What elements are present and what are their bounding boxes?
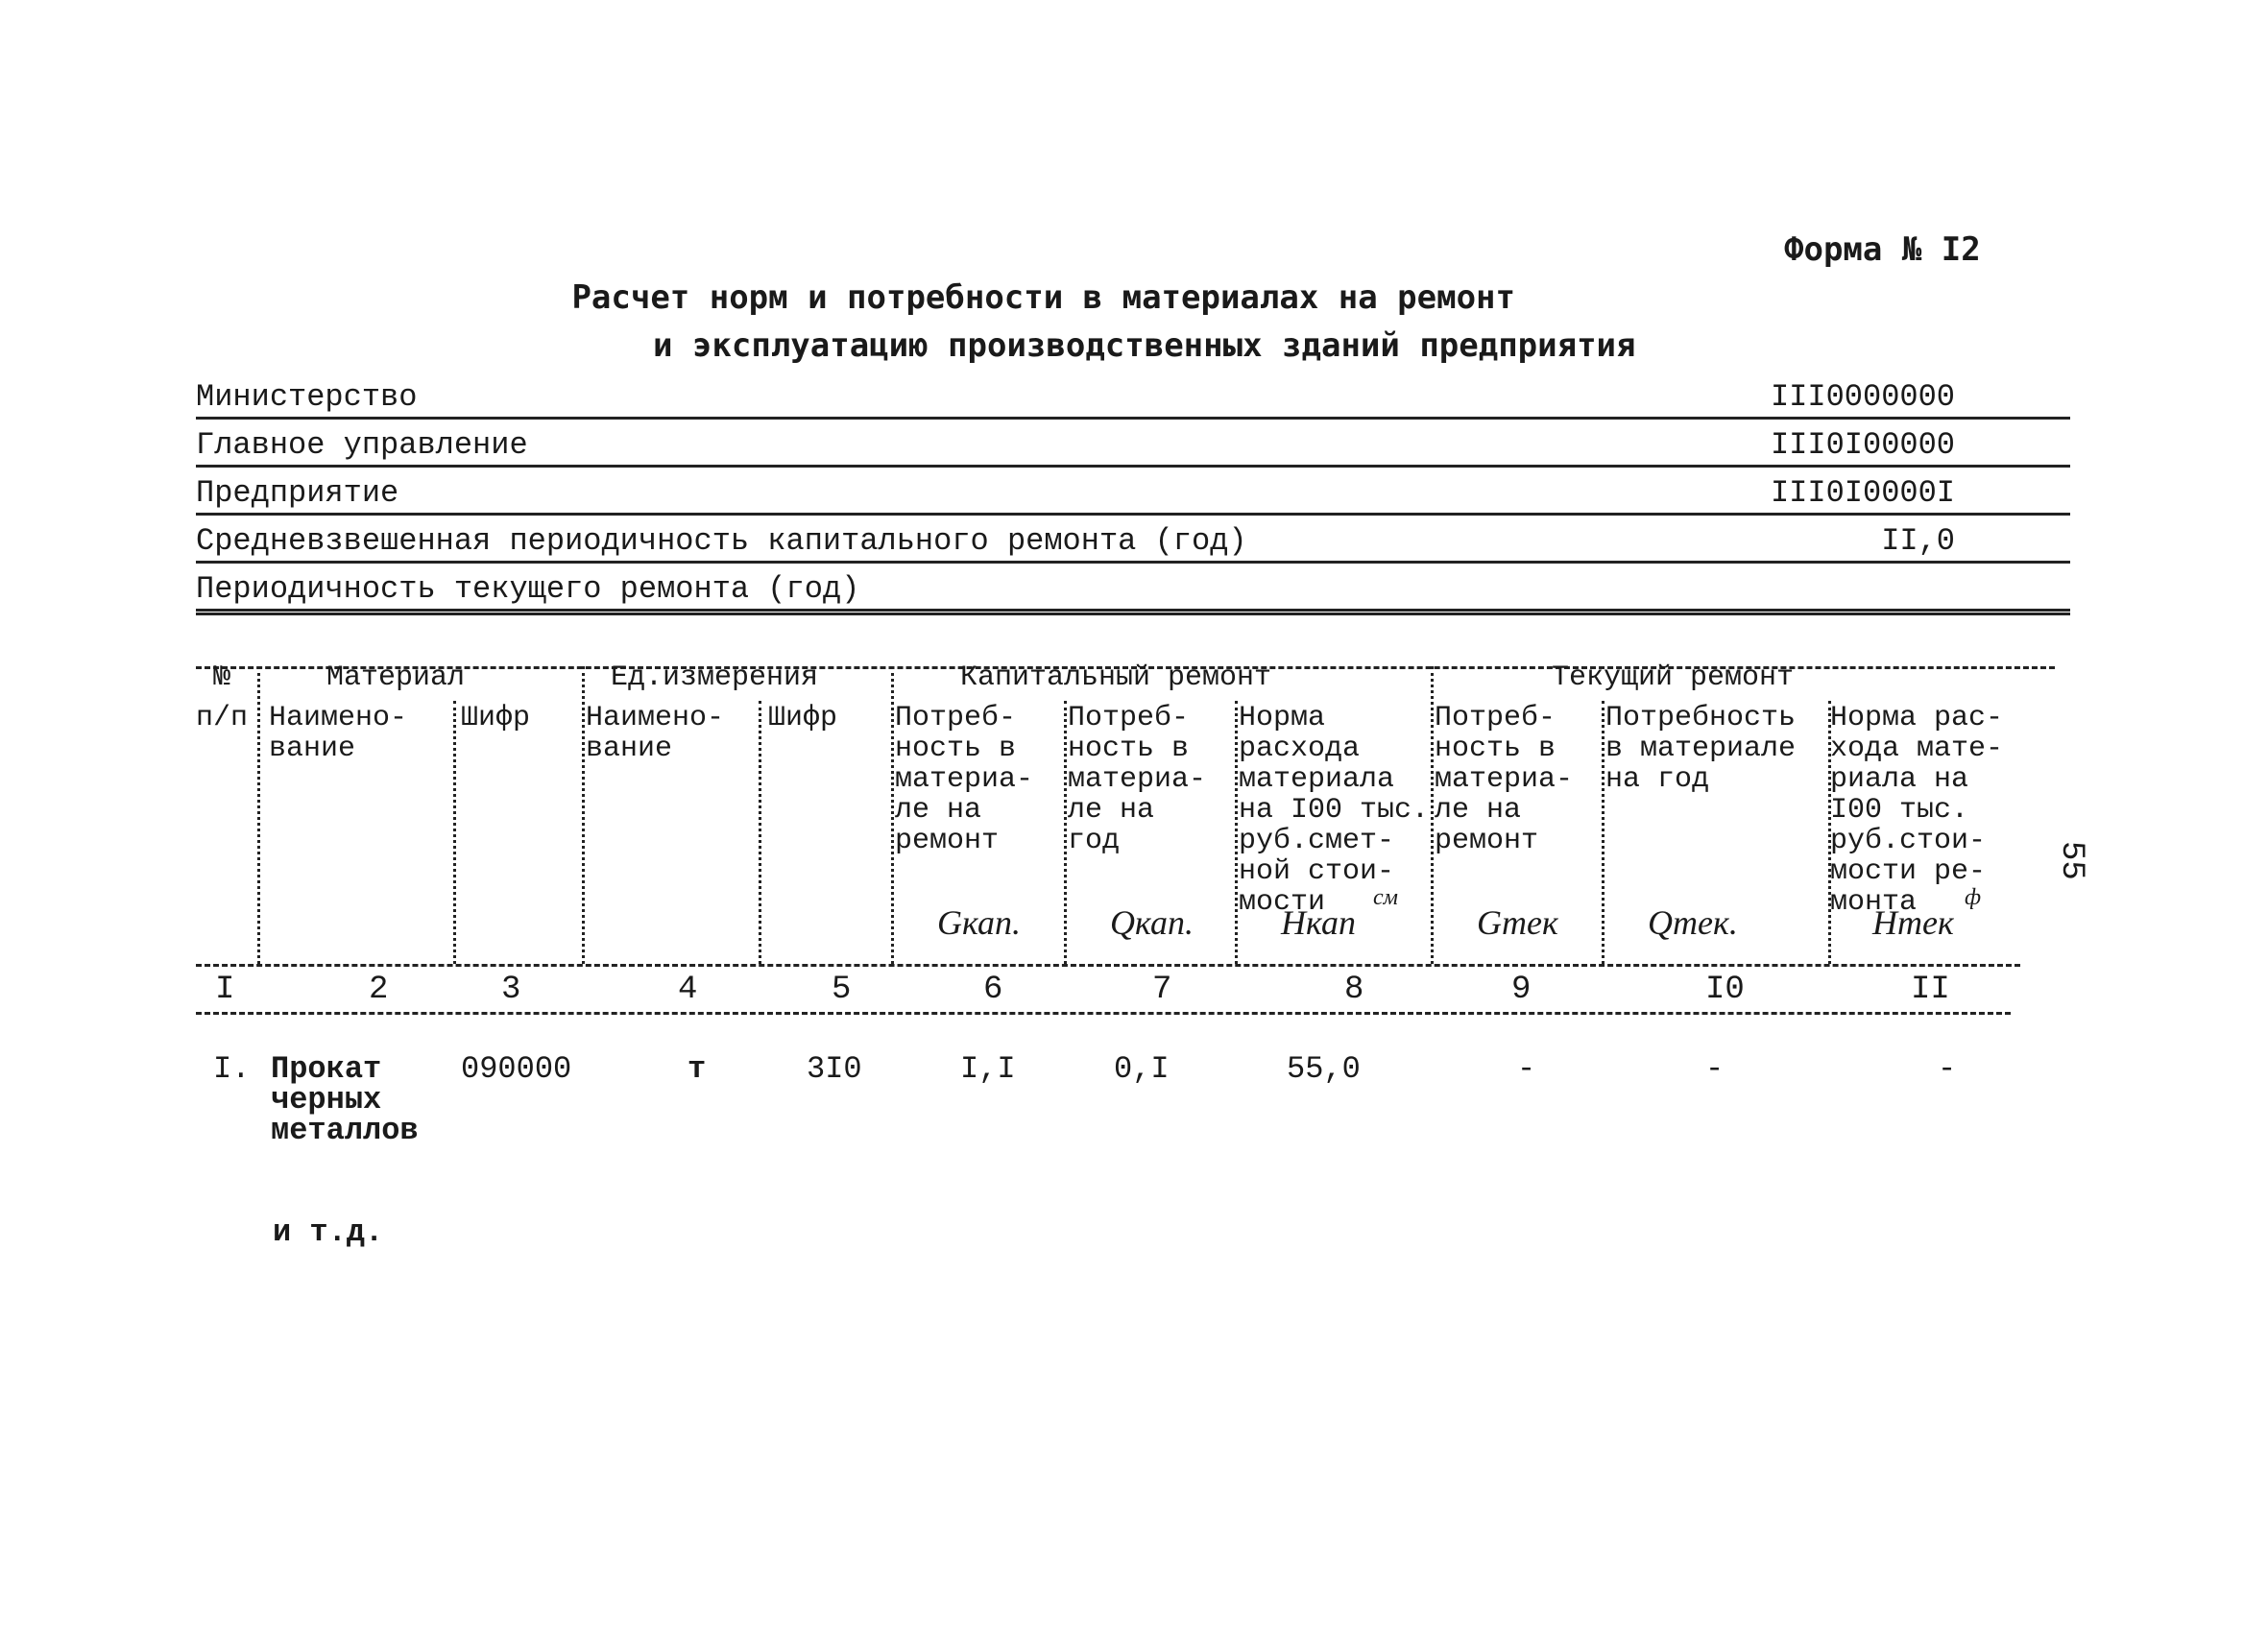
column-header-line: на I00 тыс.	[1239, 794, 1430, 827]
info-row-ministry	[196, 374, 2070, 420]
column-number: 8	[1344, 972, 1364, 1008]
column-header-6	[895, 703, 1033, 856]
column-separator	[1235, 701, 1238, 964]
document-title-line2: и эксплуатацию производственных зданий предприятия	[653, 326, 1636, 365]
column-header-line: Шифр	[768, 702, 838, 734]
column-header-line: ность в	[1068, 733, 1190, 765]
table-cell: 55,0	[1287, 1051, 1361, 1087]
table-cell: -	[1938, 1051, 1957, 1087]
column-header-line: I00 тыс.	[1830, 794, 1969, 827]
group-header-material: Материал	[326, 661, 466, 694]
column-header-line: материа-	[1068, 763, 1207, 796]
table-cell: I.	[213, 1051, 251, 1087]
info-bottom-rule	[196, 613, 2070, 615]
group-header-capital-repair: Капитальный ремонт	[960, 661, 1272, 694]
table-cell: -	[1705, 1051, 1725, 1087]
column-number: 5	[832, 972, 852, 1008]
column-header-line: расхода	[1239, 733, 1361, 765]
table-cell: -	[1517, 1051, 1536, 1087]
column-header-line: материа-	[895, 763, 1034, 796]
column-header-4	[586, 703, 724, 764]
column-symbol-8: Hкап	[1281, 903, 1356, 942]
info-label: Министерство	[196, 379, 418, 415]
table-cell: 3I0	[807, 1051, 862, 1087]
group-header-current-repair: Текущий ремонт	[1552, 661, 1795, 694]
column-header-line: ность в	[895, 733, 1017, 765]
column-header-line: руб.смет-	[1239, 825, 1395, 857]
column-number: I	[215, 972, 235, 1008]
column-header-7	[1068, 703, 1206, 856]
column-header-line: ремонт	[895, 825, 1000, 857]
column-header-line: хода мате-	[1830, 733, 2004, 765]
info-row-current-periodicity	[196, 566, 2070, 612]
table-cell: Прокат черных металлов	[271, 1051, 419, 1148]
column-header-line: Потреб-	[895, 702, 1017, 734]
column-header-line: материала	[1239, 763, 1395, 796]
column-symbol-6: Gкап.	[937, 903, 1021, 942]
column-header-line: Потреб-	[1068, 702, 1190, 734]
column-header-line: мости ре-	[1830, 855, 1987, 888]
info-value: II,0	[1881, 523, 1955, 559]
column-header-line: на год	[1605, 763, 1710, 796]
column-number: II	[1911, 972, 1950, 1008]
column-separator	[891, 666, 894, 964]
column-symbol-9: Gтек	[1477, 903, 1558, 942]
column-number: 2	[369, 972, 389, 1008]
column-number: 9	[1511, 972, 1532, 1008]
column-symbol-10: Qтек.	[1648, 903, 1738, 942]
column-header-line: риала на	[1830, 763, 1969, 796]
info-label: Предприятие	[196, 475, 399, 511]
column-header-line: Потреб-	[1435, 702, 1556, 734]
table-cell: т	[688, 1051, 707, 1087]
column-separator	[453, 701, 456, 964]
column-separator	[582, 666, 585, 964]
group-header-number: №	[213, 661, 231, 694]
column-header-line: мости	[1239, 886, 1326, 919]
column-symbol-superscript: ф	[1965, 885, 1982, 910]
column-header-line: Норма	[1239, 702, 1326, 734]
column-header-line: руб.стои-	[1830, 825, 1987, 857]
column-header-line: Шифр	[461, 702, 531, 734]
numbers-bottom-rule	[196, 1012, 2011, 1015]
table-footer-etc: и т.д.	[273, 1214, 384, 1250]
column-symbol-11: Hтек	[1872, 903, 1954, 942]
info-value: III0I00000	[1770, 427, 1955, 463]
column-header-line: ле на	[1068, 794, 1155, 827]
column-number: I0	[1705, 972, 1745, 1008]
column-header-line: год	[1068, 825, 1121, 857]
table-cell: I,I	[960, 1051, 1016, 1087]
column-header-line: п/п	[196, 702, 249, 734]
column-symbol-7: Qкап.	[1110, 903, 1194, 942]
column-number: 4	[678, 972, 698, 1008]
column-separator	[1602, 701, 1604, 964]
column-header-line: вание	[586, 733, 673, 765]
column-separator	[759, 701, 761, 964]
info-label: Главное управление	[196, 427, 528, 463]
info-label: Периодичность текущего ремонта (год)	[196, 571, 860, 607]
form-number: Форма № I2	[1784, 230, 1981, 269]
column-header-line: Наимено-	[269, 702, 408, 734]
column-symbol-superscript: см	[1373, 885, 1398, 910]
column-number: 3	[501, 972, 521, 1008]
column-header-line: Потребность	[1605, 702, 1797, 734]
column-header-line: ле на	[1435, 794, 1522, 827]
column-header-line: в материале	[1605, 733, 1797, 765]
page-number: 55	[2053, 841, 2089, 880]
column-header-line: материа-	[1435, 763, 1574, 796]
column-header-line: вание	[269, 733, 356, 765]
column-separator	[257, 666, 260, 964]
column-separator	[1828, 701, 1831, 964]
info-row-enterprise	[196, 470, 2070, 516]
column-header-1	[196, 703, 248, 733]
column-separator	[1431, 666, 1434, 964]
info-label: Средневзвешенная периодичность капитального ремонта (год)	[196, 523, 1247, 559]
table-cell: 0,I	[1114, 1051, 1170, 1087]
column-header-9	[1435, 703, 1573, 856]
column-number: 6	[983, 972, 1003, 1008]
info-row-capital-periodicity	[196, 518, 2070, 564]
column-header-line: ремонт	[1435, 825, 1539, 857]
column-header-2	[269, 703, 407, 764]
group-header-unit: Ед.измерения	[611, 661, 819, 694]
info-row-main-directorate	[196, 422, 2070, 468]
column-header-line: ной стои-	[1239, 855, 1395, 888]
column-header-line: Норма рас-	[1830, 702, 2004, 734]
column-header-line: монта	[1830, 886, 1918, 919]
column-header-line: ле на	[895, 794, 982, 827]
column-header-line: ность в	[1435, 733, 1556, 765]
column-header-line: Наимено-	[586, 702, 725, 734]
column-separator	[1064, 701, 1067, 964]
column-header-5	[768, 703, 837, 733]
header-bottom-rule	[196, 964, 2020, 967]
info-value: III0000000	[1770, 379, 1955, 415]
column-header-8	[1239, 703, 1429, 918]
column-number: 7	[1152, 972, 1172, 1008]
column-header-10	[1605, 703, 1796, 795]
column-header-3	[461, 703, 530, 733]
info-value: III0I0000I	[1770, 475, 1955, 511]
document-title-line1: Расчет норм и потребности в материалах на ремонт	[571, 278, 1515, 317]
table-cell: 090000	[461, 1051, 572, 1087]
